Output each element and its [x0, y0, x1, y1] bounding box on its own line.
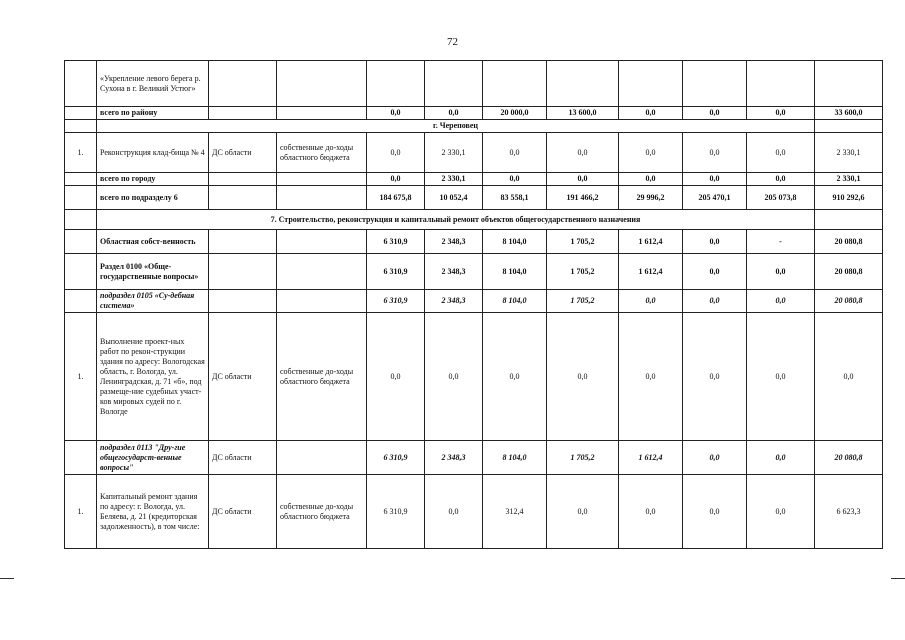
object-name: Реконструкция клад-бища № 4 [97, 133, 209, 173]
value-cell: 2 330,1 [425, 173, 483, 186]
value-cell: 2 348,3 [425, 290, 483, 313]
value-cell: 13 600,0 [547, 107, 619, 120]
value-cell: 0,0 [619, 173, 683, 186]
row-index: 1. [65, 133, 97, 173]
value-cell: 0,0 [547, 313, 619, 441]
value-cell: 0,0 [747, 173, 815, 186]
customer-cell [209, 254, 277, 290]
city-header-row [65, 120, 883, 133]
value-cell: 0,0 [683, 173, 747, 186]
customer-cell: ДС области [209, 475, 277, 549]
object-name: Капитальный ремонт здания по адресу: г. Вологда, ул. Беляева, д. 21 (кредиторская задолженность), в том числе: [97, 475, 209, 549]
page-number: 72 [447, 36, 458, 48]
value-cell: 0,0 [425, 313, 483, 441]
value-cell: 2 348,3 [425, 230, 483, 254]
funding-source-cell [277, 61, 367, 107]
value-cell: 1 705,2 [547, 441, 619, 475]
value-cell: 2 348,3 [425, 254, 483, 290]
object-name: подраздел 0113 "Дру-гие общегосударст-венные вопросы" [97, 441, 209, 475]
funding-source-cell [277, 290, 367, 313]
total-row [65, 186, 883, 210]
value-cell [367, 61, 425, 107]
value-cell [483, 61, 547, 107]
funding-source-cell: собственные до-ходы областного бюджета [277, 475, 367, 549]
value-cell: 6 310,9 [367, 441, 425, 475]
item-row [65, 475, 883, 549]
value-cell: 0,0 [547, 475, 619, 549]
value-cell: 910 292,6 [815, 186, 883, 210]
value-cell: 6 623,3 [815, 475, 883, 549]
customer-cell: ДС области [209, 133, 277, 173]
value-cell: 0,0 [683, 133, 747, 173]
value-cell: 20 000,0 [483, 107, 547, 120]
value-cell [747, 61, 815, 107]
value-cell: 0,0 [367, 173, 425, 186]
value-cell [815, 61, 883, 107]
item-row [65, 313, 883, 441]
customer-cell [209, 290, 277, 313]
value-cell: 0,0 [619, 475, 683, 549]
object-name: всего по подразделу 6 [97, 186, 209, 210]
value-cell: 83 558,1 [483, 186, 547, 210]
funding-source-cell [277, 441, 367, 475]
value-cell: 6 310,9 [367, 254, 425, 290]
table-body [65, 61, 883, 549]
value-cell: 0,0 [747, 133, 815, 173]
value-cell: 0,0 [619, 290, 683, 313]
value-cell: 0,0 [747, 475, 815, 549]
value-cell: 0,0 [815, 313, 883, 441]
value-cell: 0,0 [547, 133, 619, 173]
total-row [65, 441, 883, 475]
value-cell: 0,0 [425, 475, 483, 549]
customer-cell [209, 186, 277, 210]
total-row [65, 173, 883, 186]
value-cell: 1 612,4 [619, 441, 683, 475]
value-cell: 0,0 [747, 254, 815, 290]
row-index [65, 254, 97, 290]
value-cell: 0,0 [425, 107, 483, 120]
value-cell: 0,0 [747, 441, 815, 475]
row-index [65, 61, 97, 107]
value-cell: 0,0 [683, 441, 747, 475]
value-cell: 1 705,2 [547, 290, 619, 313]
object-name: всего по району [97, 107, 209, 120]
value-cell: 0,0 [683, 290, 747, 313]
item-row [65, 133, 883, 173]
page-edge-mark-right [891, 578, 905, 579]
value-cell: 0,0 [619, 133, 683, 173]
value-cell: 1 705,2 [547, 230, 619, 254]
funding-source-cell: собственные до-ходы областного бюджета [277, 313, 367, 441]
value-cell: 0,0 [367, 133, 425, 173]
value-cell: 6 310,9 [367, 475, 425, 549]
customer-cell: ДС области [209, 313, 277, 441]
value-cell: 20 080,8 [815, 254, 883, 290]
value-cell: 0,0 [683, 230, 747, 254]
total-row [65, 107, 883, 120]
value-cell [547, 61, 619, 107]
value-cell: 205 470,1 [683, 186, 747, 210]
customer-cell [209, 61, 277, 107]
funding-source-cell [277, 230, 367, 254]
value-cell [425, 61, 483, 107]
value-cell: 2 330,1 [425, 133, 483, 173]
value-cell: - [747, 230, 815, 254]
section-header-row [65, 210, 883, 230]
funding-source-cell [277, 173, 367, 186]
customer-cell [209, 230, 277, 254]
row-index [65, 290, 97, 313]
value-cell: 0,0 [483, 173, 547, 186]
customer-cell: ДС области [209, 441, 277, 475]
page-edge-mark-left [0, 578, 14, 579]
row-index [65, 441, 97, 475]
value-cell: 312,4 [483, 475, 547, 549]
funding-source-cell [277, 107, 367, 120]
value-cell: 0,0 [683, 107, 747, 120]
value-cell: 0,0 [683, 475, 747, 549]
value-cell: 0,0 [619, 313, 683, 441]
index-cell [65, 210, 97, 230]
total-row [65, 61, 883, 107]
total-row [65, 254, 883, 290]
value-cell: 0,0 [747, 290, 815, 313]
row-index: 1. [65, 313, 97, 441]
value-cell: 10 052,4 [425, 186, 483, 210]
object-name: Выполнение проект-ных работ по рекон-струкции здания по адресу: Вологодская область, г. Вологда, ул. Ленинградская, д. 71 «б», под размеще-ние судебных участ-ков мировых судей по г. Вологде [97, 313, 209, 441]
value-cell: 33 600,0 [815, 107, 883, 120]
object-name: «Укрепление левого берега р. Сухона в г. Великий Устюг» [97, 61, 209, 107]
value-cell: 0,0 [547, 173, 619, 186]
value-cell: 0,0 [747, 107, 815, 120]
value-cell: 6 310,9 [367, 290, 425, 313]
funding-source-cell [277, 186, 367, 210]
value-cell: 0,0 [747, 313, 815, 441]
value-cell: 20 080,8 [815, 290, 883, 313]
value-cell: 0,0 [683, 254, 747, 290]
row-index [65, 173, 97, 186]
value-cell [619, 61, 683, 107]
total-row [65, 230, 883, 254]
value-cell: 8 104,0 [483, 254, 547, 290]
value-cell: 8 104,0 [483, 441, 547, 475]
customer-cell [209, 107, 277, 120]
customer-cell [209, 173, 277, 186]
value-cell: 0,0 [683, 313, 747, 441]
value-cell: 0,0 [367, 313, 425, 441]
value-cell: 0,0 [483, 133, 547, 173]
value-cell: 20 080,8 [815, 230, 883, 254]
value-cell: 1 705,2 [547, 254, 619, 290]
value-cell: 2 348,3 [425, 441, 483, 475]
object-name: Раздел 0100 «Обще-государственные вопросы» [97, 254, 209, 290]
value-cell: 0,0 [367, 107, 425, 120]
budget-table [64, 60, 883, 549]
value-cell: 8 104,0 [483, 230, 547, 254]
value-cell: 0,0 [483, 313, 547, 441]
value-cell: 6 310,9 [367, 230, 425, 254]
value-cell: 8 104,0 [483, 290, 547, 313]
value-cell: 20 080,8 [815, 441, 883, 475]
value-cell: 2 330,1 [815, 173, 883, 186]
value-cell: 1 612,4 [619, 254, 683, 290]
value-cell: 184 675,8 [367, 186, 425, 210]
funding-source-cell: собственные до-ходы областного бюджета [277, 133, 367, 173]
object-name: Областная собст-венность [97, 230, 209, 254]
index-cell [65, 120, 97, 133]
total-cell [815, 210, 883, 230]
value-cell: 1 612,4 [619, 230, 683, 254]
value-cell: 29 996,2 [619, 186, 683, 210]
total-cell [815, 120, 883, 133]
funding-source-cell [277, 254, 367, 290]
object-name: всего по городу [97, 173, 209, 186]
row-index [65, 186, 97, 210]
value-cell: 205 073,8 [747, 186, 815, 210]
row-index [65, 230, 97, 254]
row-index: 1. [65, 475, 97, 549]
section-title: 7. Строительство, реконструкция и капитальный ремонт объектов общегосударственного назначения [97, 210, 815, 230]
object-name: подраздел 0105 «Су-дебная система» [97, 290, 209, 313]
city-title: г. Череповец [97, 120, 815, 133]
value-cell: 2 330,1 [815, 133, 883, 173]
value-cell [683, 61, 747, 107]
total-row [65, 290, 883, 313]
row-index [65, 107, 97, 120]
value-cell: 0,0 [619, 107, 683, 120]
value-cell: 191 466,2 [547, 186, 619, 210]
